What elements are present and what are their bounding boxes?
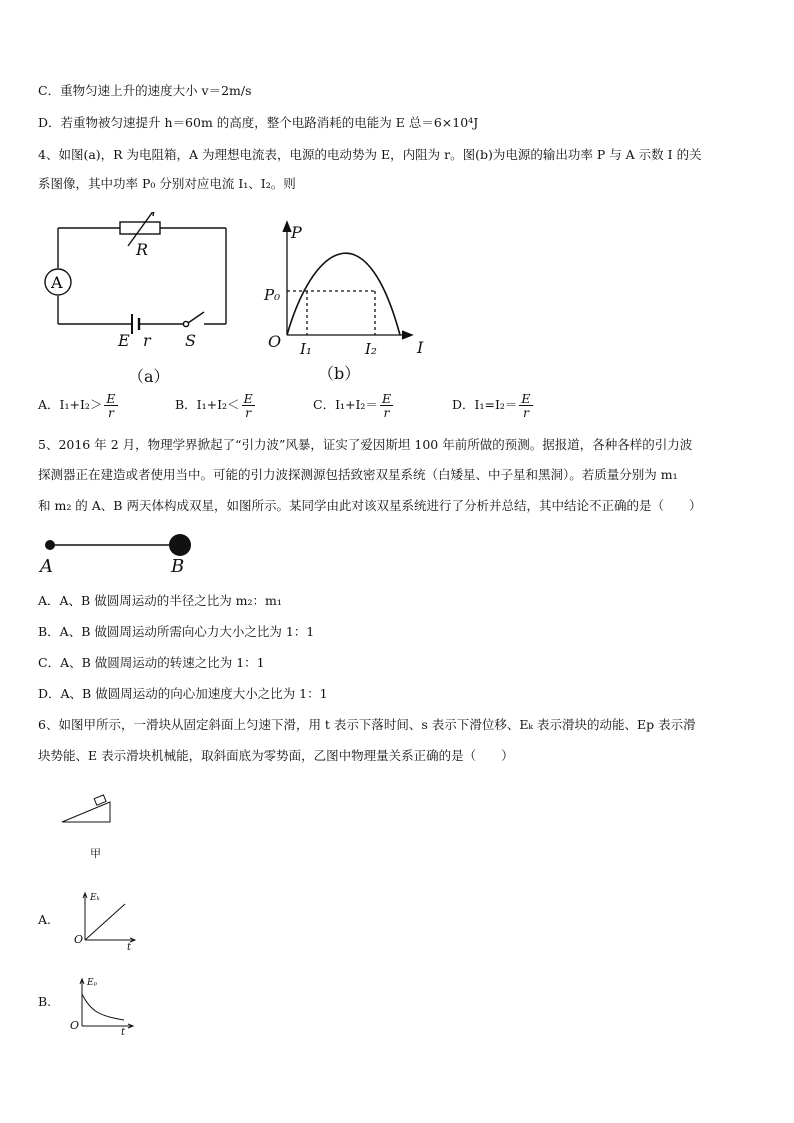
q6-stem-line1: 6、如图甲所示，一滑块从固定斜面上匀速下滑，用 t 表示下落时间、s 表示下滑位移、Eₖ 表示滑块的动能、Ep 表示滑 (38, 717, 696, 732)
circuit-caption: （a） (128, 367, 170, 386)
q4-option-b: B．I₁+I₂＜ $\frac{E}{r}$ (175, 391, 253, 420)
circuit-diagram (40, 212, 240, 352)
graph-a-x-label: t (127, 942, 132, 953)
internal-resistance-label: r (143, 331, 151, 350)
q4-option-a: A．I₁+I₂＞ $\frac{E}{r}$ (38, 391, 116, 420)
graph-i2-label: I₂ (365, 340, 377, 358)
graph-p0-label: P₀ (264, 286, 281, 304)
resistor-box-icon (120, 222, 160, 234)
q6-option-b: B. (38, 994, 52, 1009)
figure-jia-label: 甲 (90, 847, 101, 860)
incline-figure (60, 790, 120, 826)
graph-b-x-label: t (121, 1027, 126, 1038)
q4-stem-line1: 4、如图(a)，R 为电阻箱，A 为理想电流表，电源的电动势为 E，内阻为 r。图(b)为电源的输出功率 P 与 A 示数 I 的关 (38, 147, 702, 162)
q4-option-c: C．I₁+I₂＝ $\frac{E}{r}$ (313, 391, 392, 420)
q6-graph-b (72, 976, 138, 1038)
q6-option-a: A. (38, 912, 52, 927)
q5-stem-line2: 探测器正在建造或者使用当中。可能的引力波探测源包括致密双星系统（白矮星、中子星和黑洞）。若质量分别为 m₁ (38, 467, 678, 482)
graph-b-origin: O (70, 1019, 80, 1032)
graph-b-y-label: Eₚ (87, 978, 98, 988)
graph-axis-i: I (417, 338, 424, 357)
star-b-icon (169, 534, 191, 556)
q5-option-d: D．A、B 做圆周运动的向心加速度大小之比为 1：1 (38, 686, 328, 701)
q5-option-c: C．A、B 做圆周运动的转速之比为 1：1 (38, 655, 265, 670)
graph-axis-p: P (291, 223, 302, 242)
q6-stem-line2: 块势能、E 表示滑块机械能，取斜面底为零势面，乙图中物理量关系正确的是（ ） (38, 748, 514, 763)
switch-label: S (185, 331, 196, 350)
star-a-label: A (40, 556, 53, 577)
q5-option-a: A．A、B 做圆周运动的半径之比为 m₂：m₁ (38, 593, 282, 608)
power-curve (287, 253, 400, 335)
star-b-label: B (171, 556, 185, 577)
graph-origin: O (268, 332, 282, 351)
star-a-icon (45, 540, 55, 550)
q5-stem-line1: 5、2016 年 2 月，物理学界掀起了“引力波”风暴，证实了爱因斯坦 100 年前所做的预测。据报道，各种各样的引力波 (38, 437, 693, 452)
graph-a-y-label: Eₖ (90, 893, 100, 903)
q4-stem-line2: 系图像，其中功率 P₀ 分别对应电流 I₁、I₂。则 (38, 176, 296, 191)
q4-option-d: D．I₁=I₂＝ $\frac{E}{r}$ (452, 391, 531, 420)
resistor-label: R (136, 240, 149, 259)
q5-option-b: B．A、B 做圆周运动所需向心力大小之比为 1：1 (38, 624, 315, 639)
graph-a-origin: O (74, 933, 84, 946)
graph-caption: （b） (318, 364, 361, 383)
emf-label: E (118, 331, 130, 350)
q3-option-c: C．重物匀速上升的速度大小 v＝2m/s (38, 83, 252, 98)
graph-i1-label: I₁ (300, 340, 312, 358)
slider-block-icon (94, 795, 106, 805)
q3-option-d: D．若重物被匀速提升 h＝60m 的高度，整个电路消耗的电能为 E 总＝6×10⁴J (38, 115, 479, 130)
ammeter-label: A (51, 273, 63, 292)
q5-stem-line3: 和 m₂ 的 A、B 两天体构成双星，如图所示。某同学由此对该双星系统进行了分析并总结，其中结论不正确的是（ ） (38, 498, 702, 513)
power-current-graph (262, 218, 432, 358)
